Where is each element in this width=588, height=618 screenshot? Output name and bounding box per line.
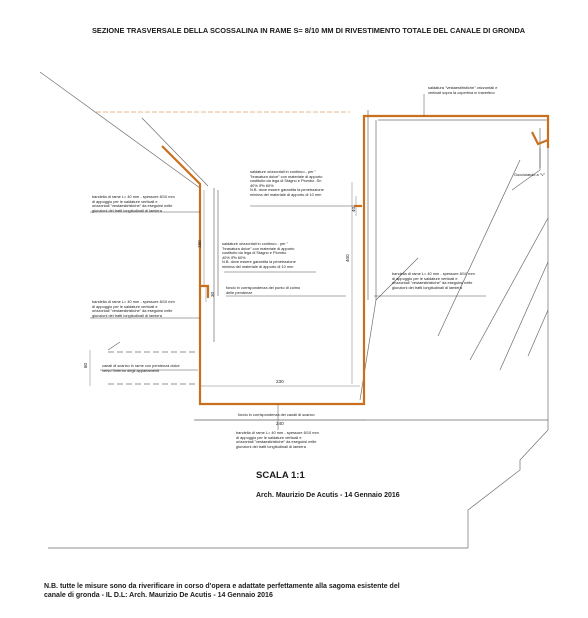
copper-left-tab <box>200 286 208 298</box>
note-bandella-right-middle: bandella di rame L= 40 mm - spessore 8/10 mm di appoggio per le saldature verticali e orizzontali "vestaestiristiche" da eseguirsi nelle giunzioni dei tratti longitudinali di lamiera <box>392 271 475 290</box>
dim-label-240: 240 <box>276 421 284 426</box>
copper-flashing <box>162 116 548 404</box>
scale-label: SCALA 1:1 <box>256 470 305 481</box>
note-gocciolatoio: Gocciolatoio a "V" <box>514 172 546 177</box>
author-label: Arch. Maurizio De Acutis - 14 Gennaio 2016 <box>256 492 400 499</box>
dim-label-180: 180 <box>197 240 202 248</box>
note-saldatura-top: saldatura "vestaestiristiche" orizzontali e verticali sopra la copertina in travertino <box>428 85 498 95</box>
note-bandella-left-upper: bandella di rame L= 40 mm - spessore 8/10 mm di appoggio per le saldature verticali e orizzontali "vestaestiristiche" da eseguirsi nelle giunzioni dei tratti longitudinali di lamiera <box>92 194 175 213</box>
parapet-slope-4 <box>500 262 548 370</box>
drawing-title: SEZIONE TRASVERSALE DELLA SCOSSALINA IN RAME S= 8/10 MM DI RIVESTIMENTO TOTALE DEL CANALE DI GRONDA <box>92 26 526 35</box>
note-bandella-bottom: bandella di rame L= 40 mm - spessore 8/10 mm di appoggio per le saldature verticali e orizzontali "vestaestiristiche" da eseguirsi nelle giunzioni dei tratti longitudinali di lamiera <box>236 430 319 449</box>
note-saldature-center-middle: saldature orizzontali in continuo - per " "brasatura dolce" con materiale di apporto costituito da lega di Stagno e Piombo 40% /Pb 60% N.B. dove essere garantita la penetrazione minima del materiale di apporto di 10 mm <box>222 241 296 269</box>
note-bandella-left-middle: bandella di rame L= 40 mm - spessore 8/10 mm di appoggio per le saldature verticali e orizzontali "vestaestiristiche" da eseguirsi nelle giunzioni dei tratti longitudinali di lamiera <box>92 299 175 318</box>
dim-label-230: 230 <box>276 379 284 384</box>
base-right-edge <box>468 120 548 548</box>
footer-note: N.B. tutte le misure sono da riverificare in corso d'opera e adattate perfettamente alla sagoma esistente del canale di gronda - IL D.L: Arch. Maurizio De Acutis - 14 Gennaio 2016 <box>44 583 400 599</box>
parapet-slope-2 <box>438 160 520 336</box>
dim-label-80: 80 <box>83 362 88 368</box>
note-fondo-colmo: fondo in corrispondenza del punto di colmo delle pendenze <box>226 285 301 295</box>
dim-label-30: 30 <box>210 291 215 297</box>
slope-hatch-line <box>142 118 208 186</box>
roof-slope-line <box>40 72 200 188</box>
note-canali-scarico: canali di scarico in rame con pendenza dolce verso l'interno degli appartamenti <box>102 363 180 373</box>
parapet-slope-5 <box>528 310 548 356</box>
drain-slope-line <box>108 342 120 350</box>
note-saldature-center-upper: saldature orizzontali in continuo - per " "brasatura dolce" con materiale di apporto costituito da lega di Stagno e Piombo -Sn 40% /Pb 60% N.B. dove essere garantita la penetrazione minima del materiale di apporto di 10 mm <box>250 169 324 197</box>
dim-label-40: 40 <box>351 206 356 212</box>
dim-label-400: 400 <box>345 254 350 262</box>
note-fondo-canali: fondo in corrispondenza dei canali di scarico <box>238 412 315 417</box>
copper-profile-main <box>162 116 548 404</box>
